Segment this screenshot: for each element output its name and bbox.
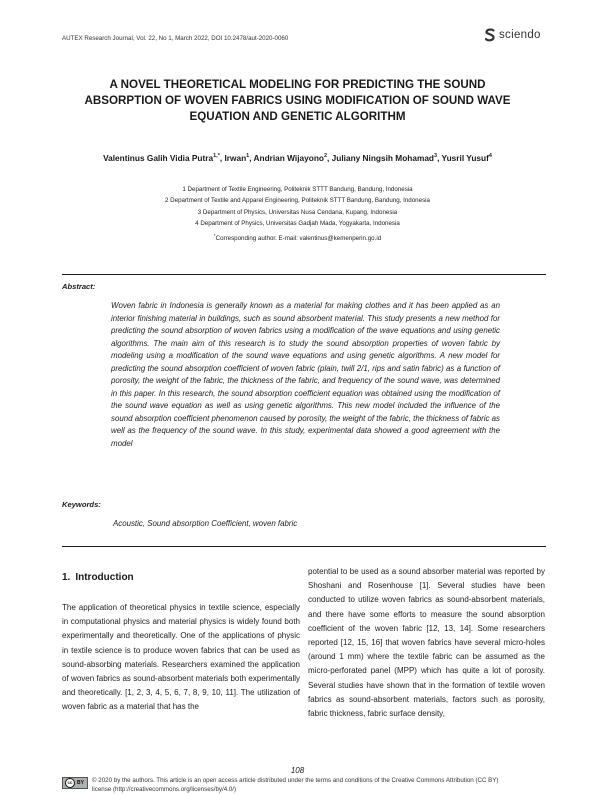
body-column-right: potential to be used as a sound absorber material was reported by Shoshani and Rosenhouse [1]. Several studies have been conducted to utilize woven fabrics as sound-absorbent materials, and there have some efforts to measure the sound absorption coefficient of the woven fabric [12, 13, 14]. Some researchers reported [12, 15, 16] that woven fabrics have several micro-holes (around 1 mm) where the textile fabric can be assumed as the micro-perforated panel (MPP) which has quite a lot of porosity. Several studies have shown that in the formation of textile woven fabrics as sound-absorbent materials, factors such as porosity, fabric thickness, fabric surface density,: [308, 567, 545, 719]
corresponding-mark: *: [213, 232, 216, 238]
license-text: [92, 776, 547, 794]
keywords-text: Acoustic, Sound absorption Coefficient, woven fabric: [113, 519, 298, 528]
author-affiliation-mark: 1: [246, 153, 250, 160]
author-affiliation-mark: 3: [434, 153, 438, 160]
license-link[interactable]: license (http://creativecommons.org/licenses/by/4.0/): [92, 786, 237, 793]
title-line: EQUATION AND GENETIC ALGORITHM: [189, 110, 406, 123]
publisher-logo: [484, 28, 541, 42]
author-affiliation-mark: 4: [488, 153, 492, 160]
author-separator: ,: [437, 153, 442, 163]
title-line: ABSORPTION OF WOVEN FABRICS USING MODIFICATION OF SOUND WAVE: [84, 94, 511, 107]
author-name: Valentinus Galih Vidia Putra: [103, 153, 214, 163]
author-name: Irwan: [224, 153, 247, 163]
abstract-text: Woven fabric in Indonesia is generally known as a material for making clothes and it has been applied as an interior finishing material in buildings, such as sound absorbent material. This study presents a new method for predicting the sound absorption of woven fabrics using a modification of the wave equations and using genetic algorithms. The main aim of this research is to study the sound absorption properties of woven fabric by modeling using a modification of the sound wave equations and using genetic algorithms. A new model for predicting the sound absorption coefficient of woven fabric (plain, twill 2/1, rips and satin fabric) as a function of porosity, the weight of the fabric, the thickness of the fabric, and frequency of the sound wave, was determined in this paper. In this research, the sound absorption coefficient equation was obtained using the modification of the sound wave equation as well as using genetic algorithms. This new model included the influence of the sound absorption coefficient phenomenon caused by porosity, the weight of the fabric, the thickness of fabric as well as the frequency of the sound wave. In this study, experimental data showed a good agreement with the model: [111, 301, 500, 448]
paper-title: [55, 77, 540, 125]
author-separator: ,: [249, 153, 254, 163]
author-affiliation-mark: 1,*: [213, 153, 220, 160]
affiliation: 1 Department of Textile Engineering, Politeknik STTT Bandung, Bandung, Indonesia: [182, 186, 413, 193]
license-line: © 2020 by the authors. This article is an open access article distributed under the terms and conditions of the Creative Commons Attribution (CC BY): [92, 777, 499, 784]
corresponding-author: [100, 230, 495, 244]
affiliation: 3 Department of Physics, Universitas Nusa Cendana, Kupang, Indonesia: [197, 208, 398, 216]
sciendo-s-logo-icon: [484, 28, 496, 42]
abstract-label: Abstract:: [62, 282, 96, 291]
page-number: 108: [290, 766, 305, 775]
keywords-label: Keywords:: [62, 500, 101, 509]
bottom-divider: [62, 546, 546, 547]
top-divider: [62, 274, 546, 275]
affiliations: [100, 184, 495, 244]
by-label: BY: [77, 780, 84, 786]
author-affiliation-mark: 2: [323, 153, 328, 160]
author-separator: ,: [219, 153, 225, 163]
author-name: Yusril Yusuf: [441, 153, 489, 163]
affiliation: 4 Department of Physics, Universitas Gadjah Mada, Yogyakarta, Indonesia: [195, 220, 400, 228]
cc-by-license-icon[interactable]: [62, 777, 88, 789]
cc-circle-icon: cc: [65, 778, 75, 788]
author-list: [40, 153, 555, 163]
affiliation: 2 Department of Textile and Apparel Engineering, Politeknik STTT Bandung, Bandung, Indonesia: [165, 197, 430, 205]
logo-text: sciendo: [499, 29, 541, 41]
author-separator: ,: [327, 153, 332, 163]
journal-header: AUTEX Research Journal, Vol. 22, No 1, March 2022, DOI 10.2478/aut-2020-0060: [62, 35, 289, 42]
corresponding-email: Corresponding author. E-mail: valentinus@kemenperin.go.id: [215, 234, 382, 242]
title-line: A NOVEL THEORETICAL MODELING FOR PREDICTING THE SOUND: [109, 78, 486, 91]
section-number: 1.: [62, 572, 71, 583]
section-heading: [62, 572, 134, 583]
section-title: Introduction: [75, 572, 134, 583]
body-column-left: The application of theoretical physics in textile science, especially in computational physics and material physics is widely found both experimentally and theoretically. One of the applications of physic in textile science is to produce woven fabrics that can be used as sound-absorbing materials. Researchers examined the application of woven fabrics as sound-absorbent materials both experimentally and theoretically. [1, 2, 3, 4, 5, 6, 7, 8, 9, 10, 11]. The utilization of woven fabric as a material that has the: [62, 603, 300, 712]
author-name: Andrian Wijayono: [253, 153, 324, 163]
author-name: Juliany Ningsih Mohamad: [331, 153, 434, 163]
